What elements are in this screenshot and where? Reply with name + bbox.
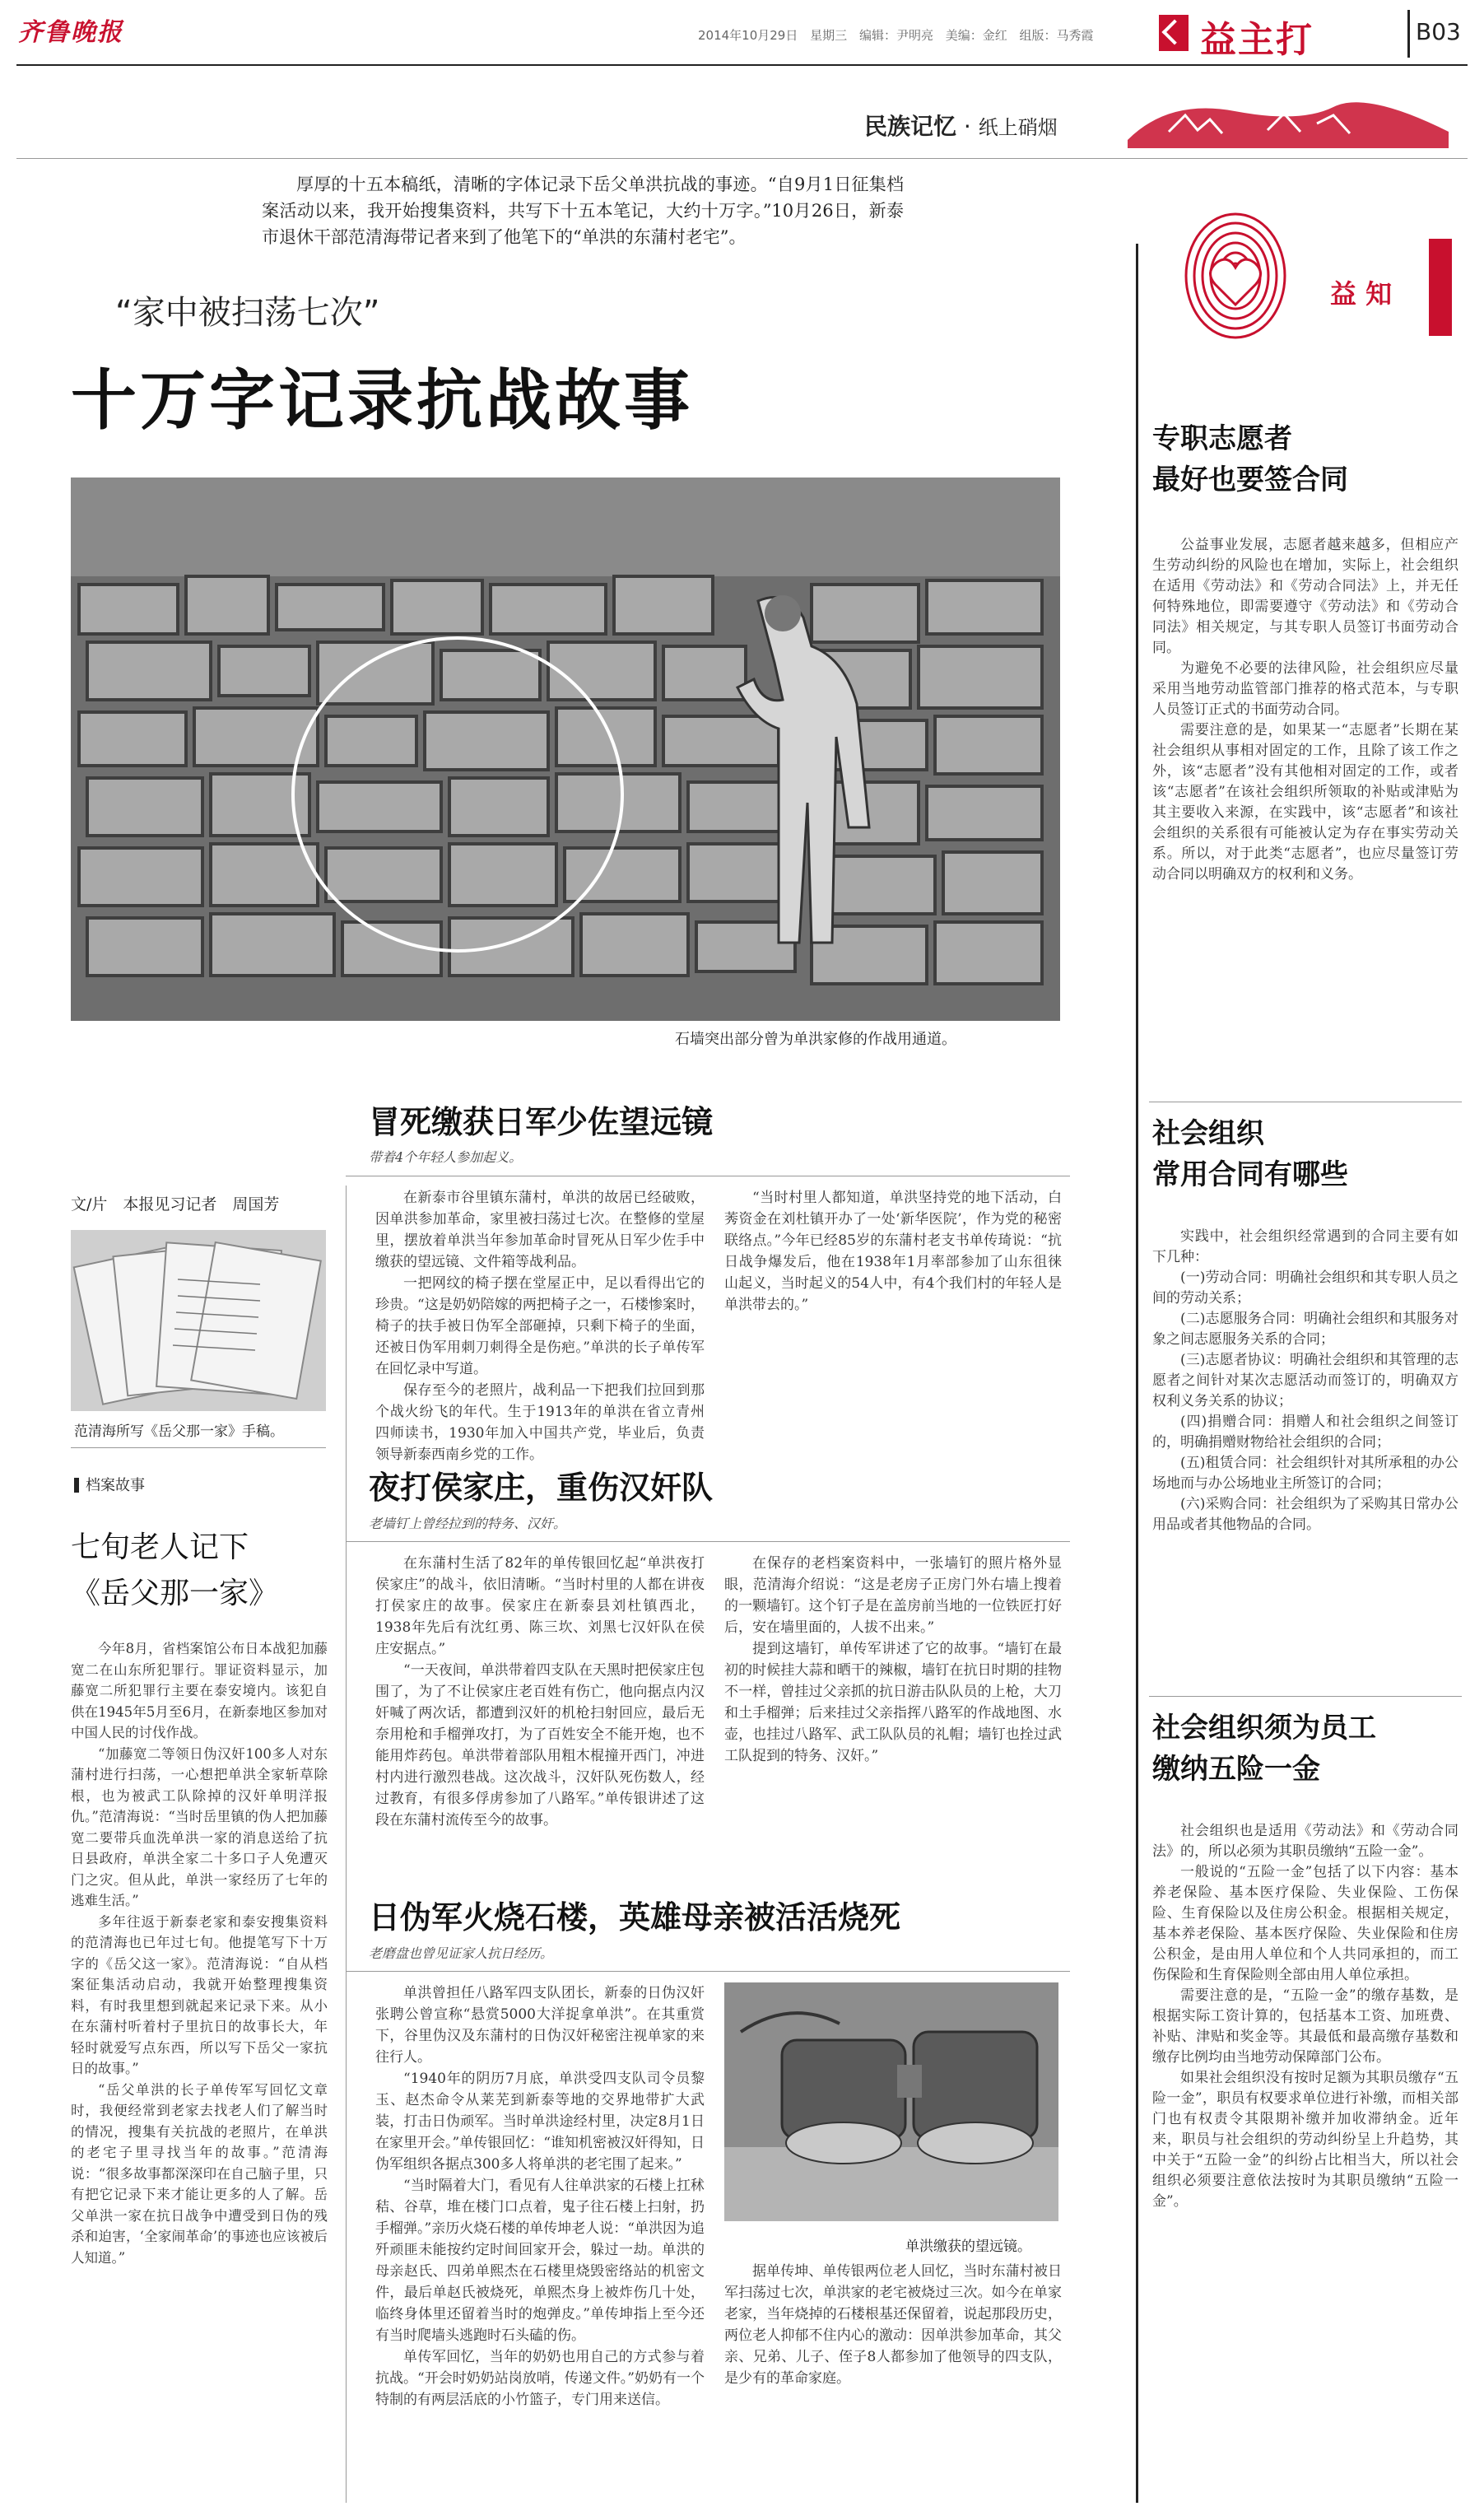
left-title-line2: 《岳父那一家》 <box>71 1577 279 1610</box>
archive-tag-label: 档案故事 <box>86 1477 145 1494</box>
sec2-body-col1 <box>375 1553 705 1831</box>
binoculars-photo <box>724 1982 1058 2221</box>
body-paragraph: 单洪曾担任八路军四支队团长，新泰的日伪汉奸张聘公曾宣称“悬赏5000大洋捉拿单洪”。在其重赏下，谷里伪汉及东蒲村的日伪汉奸秘密注视单家的来往行人。 <box>375 1985 705 2066</box>
sec3-title: 日伪军火烧石楼，英雄母亲被活活烧死 <box>369 1899 901 1936</box>
column-sub: 纸上硝烟 <box>978 116 1058 139</box>
sec3-lead: 老磨盘也曾见证家人抗日经历。 <box>369 1945 554 1961</box>
body-paragraph: 保存至今的老照片，战利品一下把我们拉回到那个战火纷飞的年代。生于1913年的单洪在省立青州四师读书，1930年加入中国共产党，毕业后，负责领导新泰西南乡党的工作。 <box>375 1382 705 1463</box>
brush-decoration-icon <box>1119 82 1465 156</box>
sidebar-paragraph: 如果社会组织没有按时足额为其职员缴存“五险一金”，职员有权要求单位进行补缴，而相关部门也有权责令其限期补缴并加收滞纳金。近年来，职员与社会组织的劳动纠纷呈上升趋势，其中关于“五险一金”的纠纷占比相当大，所以社会组织必须要注意依法按时为其职员缴纳“五险一金”。 <box>1152 2070 1458 2210</box>
side3-title <box>1152 1707 1376 1790</box>
sec3-body-col1 <box>375 1982 705 2411</box>
body-paragraph: 提到这墙钉，单传军讲述了它的故事。“墙钉在最初的时候挂大蒜和晒干的辣椒，墙钉在抗日时期的挂物不一样，曾挂过父亲抓的抗日游击队队员的上枪，大刀和土手榴弹；后来挂过父亲指挥八路军的作战地图、水壶，也挂过八路军、武工队队员的礼帽；墙钉也拴过武工队捉到的特务、汉奸。” <box>724 1641 1062 1764</box>
photo3-caption: 单洪缴获的望远镜。 <box>905 2238 1031 2255</box>
side2-body <box>1152 1227 1458 1535</box>
body-paragraph: “1940年的阴历7月底，单洪受四支队司令员黎玉、赵杰命令从莱芜到新泰等地的交界地带扩大武装，打击日伪顽军。当时单洪途经村里，决定8月1日在家里开会。”单传银回忆：“谁知机密被汉奸得知，日伪军组织各据点300多人将单洪的老宅围了起来。” <box>375 2071 705 2173</box>
side1-title-line2: 最好也要签合同 <box>1152 464 1348 496</box>
body-paragraph: 一把网纹的椅子摆在堂屋正中，足以看得出它的珍贵。“这是奶奶陪嫁的两把椅子之一，石楼惨案时，椅子的扶手被日伪军全部砸掉，只剩下椅子的坐面，还被日伪军用刺刀刺得全是伤疤。”单洪的长子单传军在回忆录中写道。 <box>375 1275 705 1377</box>
side1-body <box>1152 535 1458 885</box>
sec2-body-col2 <box>724 1553 1062 1767</box>
fingerprint-icon <box>1174 206 1297 346</box>
sec2-lead: 老墙钉上曾经拉到的特务、汉奸。 <box>369 1516 567 1531</box>
body-paragraph: “加藤宽二等领日伪汉奸100多人对东蒲村进行扫荡，一心想把单洪全家斩草除根，也为被武工队除掉的汉奸单明洋报仇。”范清海说：“当时岳里镇的伪人把加藤宽二要带兵血洗单洪一家的消息送给了抗日县政府，单洪全家二十多口子人免遭灭门之灾。但从此，单洪一家经历了七年的逃难生活。” <box>71 1745 328 1908</box>
archive-tag-marker-icon <box>74 1478 79 1493</box>
sec1-lead: 带着4个年轻人参加起义。 <box>369 1149 523 1165</box>
body-paragraph: “当时村里人都知道，单洪坚持党的地下活动，白莠资金在刘杜镇开办了一处‘新华医院’，作为党的秘密联络点。”今年已经85岁的东蒲村老支书单传琦说：“抗日战争爆发后，他在1938年1月率部参加了山东徂徕山起义，当时起义的54人中，有4个我们村的年轻人是单洪带去的。” <box>724 1190 1062 1313</box>
issue-weekday: 星期三 <box>810 28 848 43</box>
sec1-body-col1 <box>375 1187 705 1465</box>
body-paragraph: 今年8月，省档案馆公布日本战犯加藤宽二在山东所犯罪行。罪证资料显示，加藤宽二所犯罪行主要在泰安境内。该犯自供在1945年5月至6月，在新泰地区参加对中国人民的讨伐作战。 <box>71 1641 328 1740</box>
section-name: 益主打 <box>1200 19 1314 61</box>
stone-wall-photo <box>71 478 1060 1021</box>
body-paragraph: 在保存的老档案资料中，一张墙钉的照片格外显眼，范清海介绍说：“这是老房子正房门外右墙上搜着的一颗墙钉。这个钉子是在盖房前当地的一位铁匠打好后，安在墙里面的，人拔不出来。” <box>724 1555 1062 1636</box>
sidebar-paragraph: (六)采购合同：社会组织为了采购其日常办公用品或者其他物品的合同。 <box>1152 1496 1458 1533</box>
sec1-body-col2 <box>724 1187 1062 1316</box>
body-paragraph: “岳父单洪的长子单传军写回忆文章时，我便经常到老家去找老人们了解当时的情况，搜集有关抗战的老照片，在单洪的老宅子里寻找当年的故事。”范清海说：“很多故事都深深印在自己脑子里，只有把它记录下来才能让更多的人了解。岳父单洪一家在抗日战争中遭受到日伪的残杀和迫害，‘全家闹革命’的事迹也应该被后人知道。” <box>71 2081 328 2266</box>
side2-title-line1: 社会组织 <box>1152 1117 1264 1150</box>
body-paragraph: 多年往返于新泰老家和泰安搜集资料的范清海也已年过七旬。他提笔写下十万字的《岳父这一家》。范清海说：“自从档案征集活动启动，我就开始整理搜集资料，有时我里想到就起来记录下来。从小在东蒲村听着村子里抗日的故事长大，年轻时就爱写点东西，所以写下岳父一家抗日的故事。” <box>71 1913 328 2076</box>
side3-title-line2: 缴纳五险一金 <box>1152 1753 1320 1786</box>
column-tag: 民族记忆 · 纸上硝烟 <box>864 113 1058 140</box>
left-title-line1: 七旬老人记下 <box>71 1530 249 1564</box>
sidebar-paragraph: (二)志愿服务合同：明确社会组织和其服务对象之间志愿服务关系的合同； <box>1152 1311 1458 1348</box>
newspaper-logo: 齐鲁晚报 <box>18 18 123 47</box>
sec3-body-col2 <box>724 2261 1062 2389</box>
lead-paragraph: 厚厚的十五本稿纸，清晰的字体记录下岳父单洪抗战的事迹。“自9月1日征集档案活动以来，我开始搜集资料，共写下十五本笔记，大约十万字。”10月26日，新泰市退休干部范清海带记者来到了他笔下的“单洪的东蒲村老宅”。 <box>262 175 904 247</box>
body-paragraph: 单传军回忆，当年的奶奶也用自己的方式参与着抗战。“开会时奶奶站岗放哨，传递文件。”奶奶有一个特制的有两层活底的小竹篮子，专门用来送信。 <box>375 2349 705 2408</box>
sec2-title: 夜打侯家庄，重伤汉奸队 <box>369 1470 714 1506</box>
issue-date: 2014年10月29日 <box>698 28 798 43</box>
archive-tag <box>74 1474 145 1495</box>
side2-title-line2: 常用合同有哪些 <box>1152 1158 1348 1191</box>
yizhi-label: 益 知 <box>1330 278 1393 310</box>
photo2-caption: 范清海所写《岳父那一家》手稿。 <box>74 1423 284 1440</box>
left-body <box>71 1638 328 2268</box>
body-paragraph: 据单传坤、单传银两位老人回忆，当时东蒲村被日军扫荡过七次，单洪家的老宅被烧过三次。如今在单家老家，当年烧掉的石楼根基还保留着，说起那段历史，两位老人抑郁不住内心的激动：因单洪参加革命，其父亲、兄弟、儿子、侄子8人都参加了他领导的四支队，是少有的革命家庭。 <box>724 2263 1062 2387</box>
side1-title <box>1152 418 1348 501</box>
headline-kicker: “家中被扫荡七次” <box>115 294 380 332</box>
sidebar-paragraph: 实践中，社会组织经常遇到的合同主要有如下几种： <box>1152 1228 1458 1265</box>
issue-info <box>698 26 1094 44</box>
body-paragraph: 在新泰市谷里镇东蒲村，单洪的故居已经破败，因单洪参加革命，家里被扫荡过七次。在整修的堂屋里，摆放着单洪当年参加革命时冒死从日军少佐手中缴获的望远镜、文件箱等战利品。 <box>375 1190 705 1270</box>
proof: 组版：马秀霞 <box>1019 28 1094 43</box>
headline-main: 十万字记录抗战故事 <box>71 362 693 439</box>
side1-title-line1: 专职志愿者 <box>1152 422 1292 455</box>
body-paragraph: 在东蒲村生活了82年的单传银回忆起“单洪夜打侯家庄”的战斗，依旧清晰。“当时村里的人都在讲夜打侯家庄的故事。侯家庄在新泰县刘杜镇西北，1938年先后有沈红勇、陈三坎、刘黑七汉奸队在侯庄安据点。” <box>375 1555 705 1657</box>
side2-title <box>1152 1113 1348 1195</box>
byline: 文/片 本报见习记者 周国芳 <box>71 1195 280 1214</box>
sidebar-paragraph: 为避免不必要的法律风险，社会组织应尽量采用当地劳动监管部门推荐的格式范本，与专职人员签订正式的书面劳动合同。 <box>1152 660 1458 718</box>
sidebar-paragraph: 公益事业发展，志愿者越来越多，但相应产生劳动纠纷的风险也在增加，实际上，社会组织在适用《劳动法》和《劳动合同法》上，并无任何特殊地位，即需要遵守《劳动法》和《劳动合同法》相关规定，与其专职人员签订书面劳动合同。 <box>1152 537 1458 656</box>
page-number: B03 <box>1416 18 1461 45</box>
side3-title-line1: 社会组织须为员工 <box>1152 1712 1376 1745</box>
designer: 美编：金红 <box>945 28 1007 43</box>
sidebar-paragraph: (一)劳动合同：明确社会组织和其专职人员之间的劳动关系； <box>1152 1269 1458 1307</box>
sidebar-paragraph: 一般说的“五险一金”包括了以下内容：基本养老保险、基本医疗保险、失业保险、工伤保险、生育保险以及住房公积金。根据相关规定，基本养老保险、基本医疗保险、失业保险和住房公积金，是由用人单位和个人共同承担的，而工伤保险和生育保险则全部由用人单位承担。 <box>1152 1864 1458 1983</box>
body-paragraph: “一天夜间，单洪带着四支队在天黑时把侯家庄包围了，为了不让侯家庄老百姓有伤亡，他向据点内汉奸喊了两次话，都遭到汉奸的机枪扫射回应，最后无奈用枪和手榴弹攻打，为了百姓安全不能开炮，也不能用炸药包。单洪带着部队用粗木棍撞开西门，冲进村内进行激烈巷战。这次战斗，汉奸队死伤数人，经过教育，有很多俘虏参加了八路军。”单传银讲述了这段在东蒲村流传至今的故事。 <box>375 1662 705 1829</box>
yizhi-box <box>1149 239 1454 338</box>
photo1-caption: 石墙突出部分曾为单洪家修的作战用通道。 <box>675 1031 956 1048</box>
sidebar-paragraph: 社会组织也是适用《劳动法》和《劳动合同法》的，所以必须为其职员缴纳“五险一金”。 <box>1152 1823 1458 1860</box>
sidebar-paragraph: 需要注意的是，如果某一“志愿者”长期在某社会组织从事相对固定的工作，且除了该工作之外，该“志愿者”没有其他相对固定的工作，或者该“志愿者”在该社会组织所领取的补贴或津贴为其主要收入来源，在实践中，该“志愿者”和该社会组织的关系很有可能被认定为存在事实劳动关系。所以，对于此类“志愿者”，也应尽量签订劳动合同以明确双方的权利和义务。 <box>1152 722 1458 883</box>
section-badge <box>1152 8 1399 61</box>
body-paragraph: “当时隔着大门，看见有人往单洪家的石楼上扛秫秸、谷草，堆在楼门口点着，鬼子往石楼上扫射，扔手榴弹。”亲历火烧石楼的单传坤老人说：“单洪因为追歼顽匪未能按约定时间回家开会，躲过一劫。单洪的母亲赵氏、四弟单熙杰在石楼里烧毁密络站的机密文件，最后单赵氏被烧死，单熙杰身上被炸伤几十处，临终身体里还留着当时的炮弹皮。”单传坤指上至今还有当时爬墙头逃跑时石头磕的伤。 <box>375 2178 705 2344</box>
sidebar-paragraph: (三)志愿者协议：明确社会组织和其管理的志愿者之间针对某次志愿活动而签订的，明确双方权利义务关系的协议； <box>1152 1352 1458 1409</box>
sec1-title: 冒死缴获日军少佐望远镜 <box>369 1104 714 1140</box>
left-title <box>71 1525 278 1617</box>
sidebar-paragraph: (五)租赁合同：社会组织针对其所承租的办公场地而与办公场地业主所签订的合同； <box>1152 1455 1458 1492</box>
sidebar-paragraph: 需要注意的是，“五险一金”的缴存基数，是根据实际工资计算的，包括基本工资、加班费、补贴、津贴和奖金等。其最低和最高缴存基数和缴存比例均由当地劳动保障部门公布。 <box>1152 1987 1458 2066</box>
editor: 编辑：尹明亮 <box>858 28 933 43</box>
side3-body <box>1152 1821 1458 2212</box>
sidebar-paragraph: (四)捐赠合同：捐赠人和社会组织之间签订的，明确捐赠财物给社会组织的合同； <box>1152 1414 1458 1451</box>
manuscript-photo <box>71 1230 326 1411</box>
column-name: 民族记忆 <box>864 113 957 140</box>
